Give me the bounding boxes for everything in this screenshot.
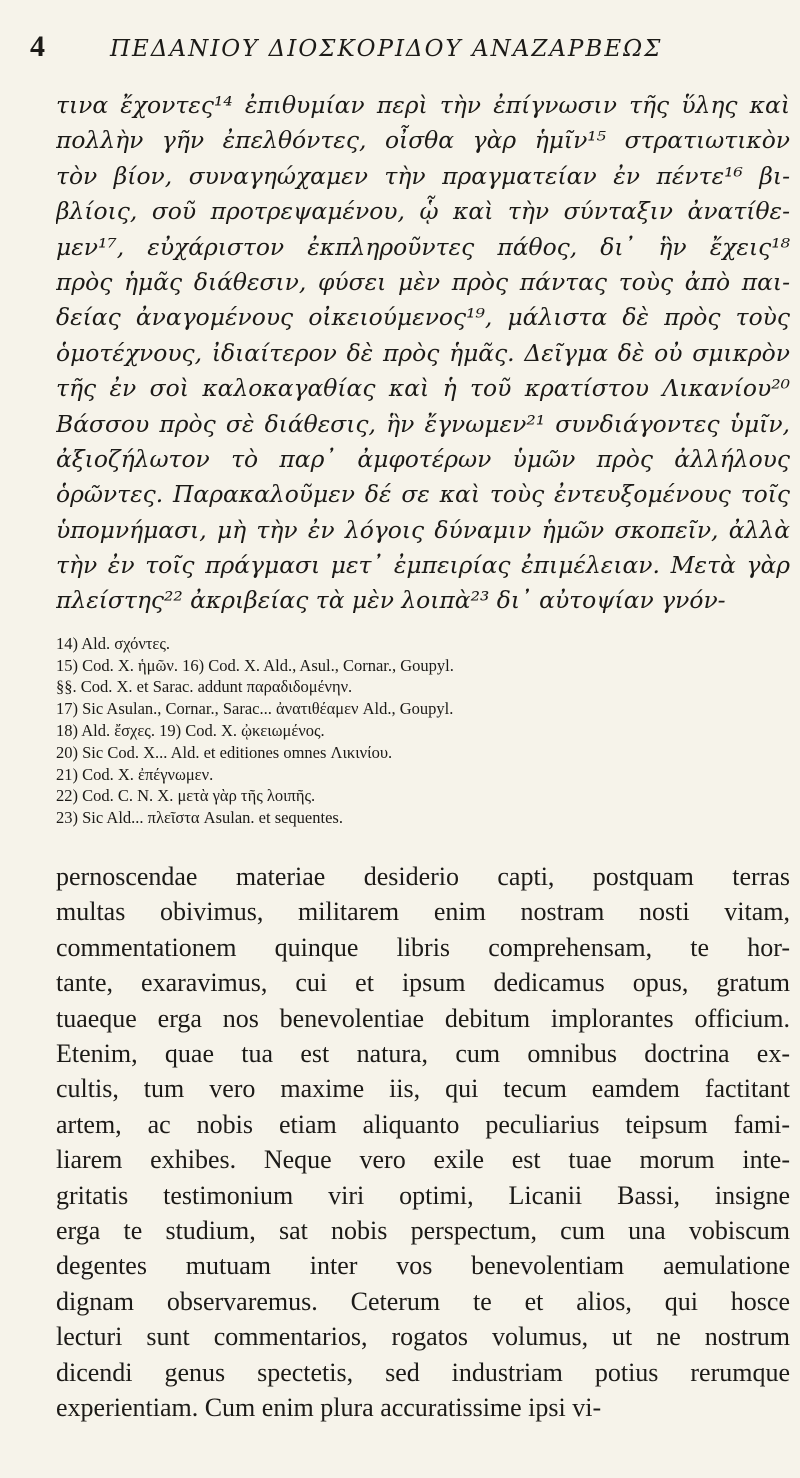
latin-line: artem, ac nobis etiam aliquanto peculiarius teipsum fami-: [56, 1109, 790, 1139]
footnote: §§. Cod. X. et Sarac. addunt παραδιδομένην.: [56, 677, 353, 697]
latin-line: dicendi genus spectetis, sed industriam potius rerumque: [56, 1357, 790, 1387]
greek-line: Βάσσου πρὸς σὲ διάθεσις, ἣν ἔγνωμεν²¹ συνδιάγοντες ὑμῖν,: [56, 409, 790, 438]
greek-line: ἀξιοζήλωτον τὸ παρ᾿ ἀμφοτέρων ὑμῶν πρὸς ἀλλήλους: [56, 444, 790, 473]
latin-line: pernoscendae materiae desiderio capti, postquam terras: [56, 862, 790, 892]
greek-text-block: [56, 88, 790, 619]
latin-line: tuaeque erga nos benevolentiae debitum implorantes officium.: [56, 1003, 790, 1033]
greek-line: τὴν ἐν τοῖς πράγμασι μετ᾿ ἐμπειρίας ἐπιμέλειαν. Μετὰ γὰρ: [56, 551, 790, 580]
footnote: 14) Ald. σχόντες.: [56, 633, 170, 653]
latin-line: multas obivimus, militarem enim nostram nosti vitam,: [56, 897, 790, 927]
latin-line: commentationem quinque libris comprehensam, te hor-: [56, 932, 790, 962]
latin-line: experientiam. Cum enim plura accuratissime ipsi vi-: [56, 1392, 602, 1422]
footnote: 18) Ald. ἔσχες. 19) Cod. X. ᾠκειωμένος.: [56, 721, 325, 741]
greek-line: τὸν βίον, συναγηώχαμεν τὴν πραγματείαν ἐν πέντε¹⁶ βι-: [56, 161, 790, 190]
greek-line: πλείστης²² ἀκριβείας τὰ μὲν λοιπὰ²³ δι᾿ αὐτοψίαν γνόν-: [56, 586, 726, 615]
footnotes: [56, 633, 784, 829]
latin-translation-block: [56, 859, 790, 1425]
footnote: 17) Sic Asulan., Cornar., Sarac... ἀνατιθέαμεν Ald., Goupyl.: [56, 699, 454, 719]
greek-line: τῆς ἐν σοὶ καλοκαγαθίας καὶ ἡ τοῦ κρατίστου Λικανίου²⁰: [56, 374, 790, 403]
greek-line: μεν¹⁷, εὐχάριστον ἐκπληροῦντες πάθος, δι᾿ ἣν ἔχεις¹⁸: [56, 232, 790, 261]
footnote: 21) Cod. X. ἐπέγνωμεν.: [56, 764, 214, 784]
greek-line: ὁρῶντες. Παρακαλοῦμεν δέ σε καὶ τοὺς ἐντευξομένους τοῖς: [56, 480, 790, 509]
latin-line: Etenim, quae tua est natura, cum omnibus doctrina ex-: [56, 1038, 790, 1068]
footnote: 15) Cod. X. ἡμῶν. 16) Cod. X. Ald., Asul., Cornar., Goupyl.: [56, 655, 454, 675]
latin-line: liarem exhibes. Neque vero exile est tuae morum inte-: [56, 1145, 790, 1175]
greek-line: πρὸς ἡμᾶς διάθεσιν, φύσει μὲν πρὸς πάντας τοὺς ἀπὸ παι-: [56, 267, 790, 296]
greek-line: τινα ἔχοντες¹⁴ ἐπιθυμίαν περὶ τὴν ἐπίγνωσιν τῆς ὕλης καὶ: [56, 91, 790, 119]
latin-line: gritatis testimonium viri optimi, Licanii Bassi, insigne: [56, 1180, 790, 1210]
greek-line: πολλὴν γῆν ἐπελθόντες, οἶσθα γὰρ ἡμῖν¹⁵ στρατιωτικὸν: [56, 126, 790, 155]
latin-line: dignam observaremus. Ceterum te et alios, qui hosce: [56, 1286, 790, 1316]
page-header: [30, 30, 784, 88]
footnote: 22) Cod. C. N. X. μετὰ γὰρ τῆς λοιπῆς.: [56, 786, 316, 806]
page-number: 4: [30, 30, 45, 63]
latin-line: tante, exaravimus, cui et ipsum dedicamus opus, gratum: [56, 968, 790, 998]
footnote: 20) Sic Cod. X... Ald. et editiones omnes Λικινίου.: [56, 742, 393, 762]
latin-line: lecturi sunt commentarios, rogatos volumus, ut ne nostrum: [56, 1322, 790, 1352]
latin-line: erga te studium, sat nobis perspectum, cum una vobiscum: [56, 1215, 790, 1245]
greek-line: δείας ἀναγομένους οἰκειούμενος¹⁹, μάλιστα δὲ πρὸς τοὺς: [56, 303, 790, 332]
greek-line: ὁμοτέχνους, ἰδιαίτερον δὲ πρὸς ἡμᾶς. Δεῖγμα δὲ οὐ σμικρὸν: [56, 338, 790, 367]
greek-line: ὑπομνήμασι, μὴ τὴν ἐν λόγοις δύναμιν ἡμῶν σκοπεῖν, ἀλλὰ: [56, 515, 790, 544]
latin-line: cultis, tum vero maxime iis, qui tecum eamdem factitant: [56, 1074, 790, 1104]
greek-line: βλίοις, σοῦ προτρεψαμένου, ᾧ καὶ τὴν σύνταξιν ἀνατίθε-: [56, 197, 790, 226]
latin-line: degentes mutuam inter vos benevolentiam aemulatione: [56, 1251, 790, 1281]
footnote: 23) Sic Ald... πλεῖστα Asulan. et sequentes.: [56, 808, 343, 828]
running-title: ΠΕΔΑΝΙΟΥ ΔΙΟΣΚΟΡΙΔΟΥ ΑΝΑΖΑΡΒΕΩΣ: [110, 36, 663, 62]
